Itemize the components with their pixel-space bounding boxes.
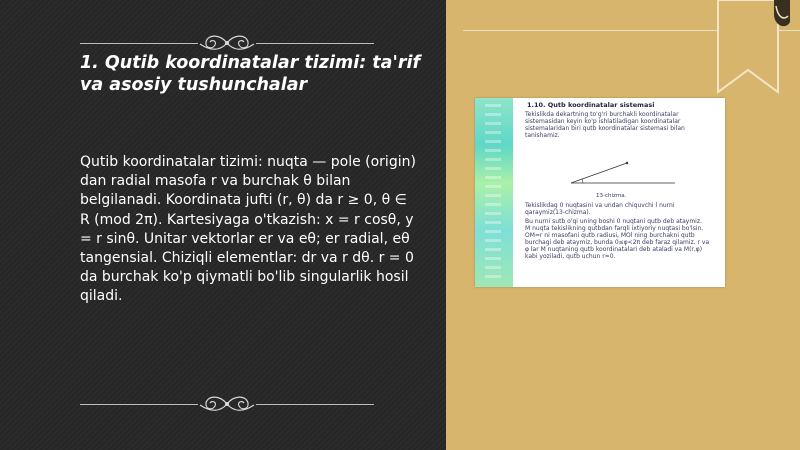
polar-diagram-figure: [565, 161, 685, 191]
doc-line: kabi yoziladi, qutb uchun r=0.: [525, 253, 616, 260]
doc-line: sistemalaridan biri qutb koordinatalar sistemasi bilan: [525, 125, 685, 132]
doc-caption: 13-chizma.: [596, 193, 627, 199]
bottom-rule-left: [80, 404, 198, 405]
slide-body-text: Qutib koordinatalar tizimi: nuqta — pole (origin) dan radial masofa r va burchak θ bilan belgilanadi. Koordinata jufti (r, θ) da r ≥ 0, θ ∈ R (mod 2π). Kartesiyaga o'tkazish: x = r cosθ, y = r sinθ. Unitar vektorlar er va eθ; er radial, eθ tangensial. Chiziqli elementlar: dr va r dθ. r = 0 da burchak ko'p qiymatli bo'lib singularlik hosil qiladi.: [80, 154, 416, 305]
slide-title: 1. Qutib koordinatalar tizimi: ta'rif va asosiy tushunchalar: [80, 53, 421, 95]
bottom-rule-right: [256, 404, 374, 405]
top-rule-right: [256, 43, 374, 44]
top-rule-left: [80, 43, 198, 44]
decorative-strip: [475, 98, 513, 287]
doc-line: qaraymiz(13-chizma).: [525, 209, 591, 216]
doc-line: sistemasidan keyin ko'p ishlatiladigan koordinatalar: [525, 118, 681, 125]
doc-line: burchagi deb ataymiz, bunda 0≤φ<2π deb faraz qilamiz. r va: [525, 239, 710, 246]
doc-line: Tekislikda dekartning to'g'ri burchakli koordinatalar: [525, 111, 679, 118]
doc-heading: 1.10. Qutb koordinatalar sistemasi: [527, 101, 655, 109]
doc-line: OM=r ni masofani qutb radiusi, MOl ning burchakni qutb: [525, 232, 695, 239]
document-image: [475, 98, 725, 287]
doc-line: Tekislikdag 0 nuqtasini va undan chiquvchi l nurni: [525, 202, 675, 209]
doc-line: Bu nurni sutb o'qi uning boshi 0 nuqtani qutb deb ataymiz.: [525, 218, 702, 225]
doc-line: tanishamiz.: [525, 132, 560, 139]
bookmark-ribbon-icon: [712, 0, 790, 100]
bottom-flourish-icon: [194, 391, 260, 417]
doc-line: M nuqta tekislikning qutbdan farqli ixtiyoriy nuqtasi bo'lsin.: [525, 225, 704, 232]
doc-line: φ lar M nuqtaning qutb koordinatalari deb ataladi va M(r,φ): [525, 246, 703, 253]
